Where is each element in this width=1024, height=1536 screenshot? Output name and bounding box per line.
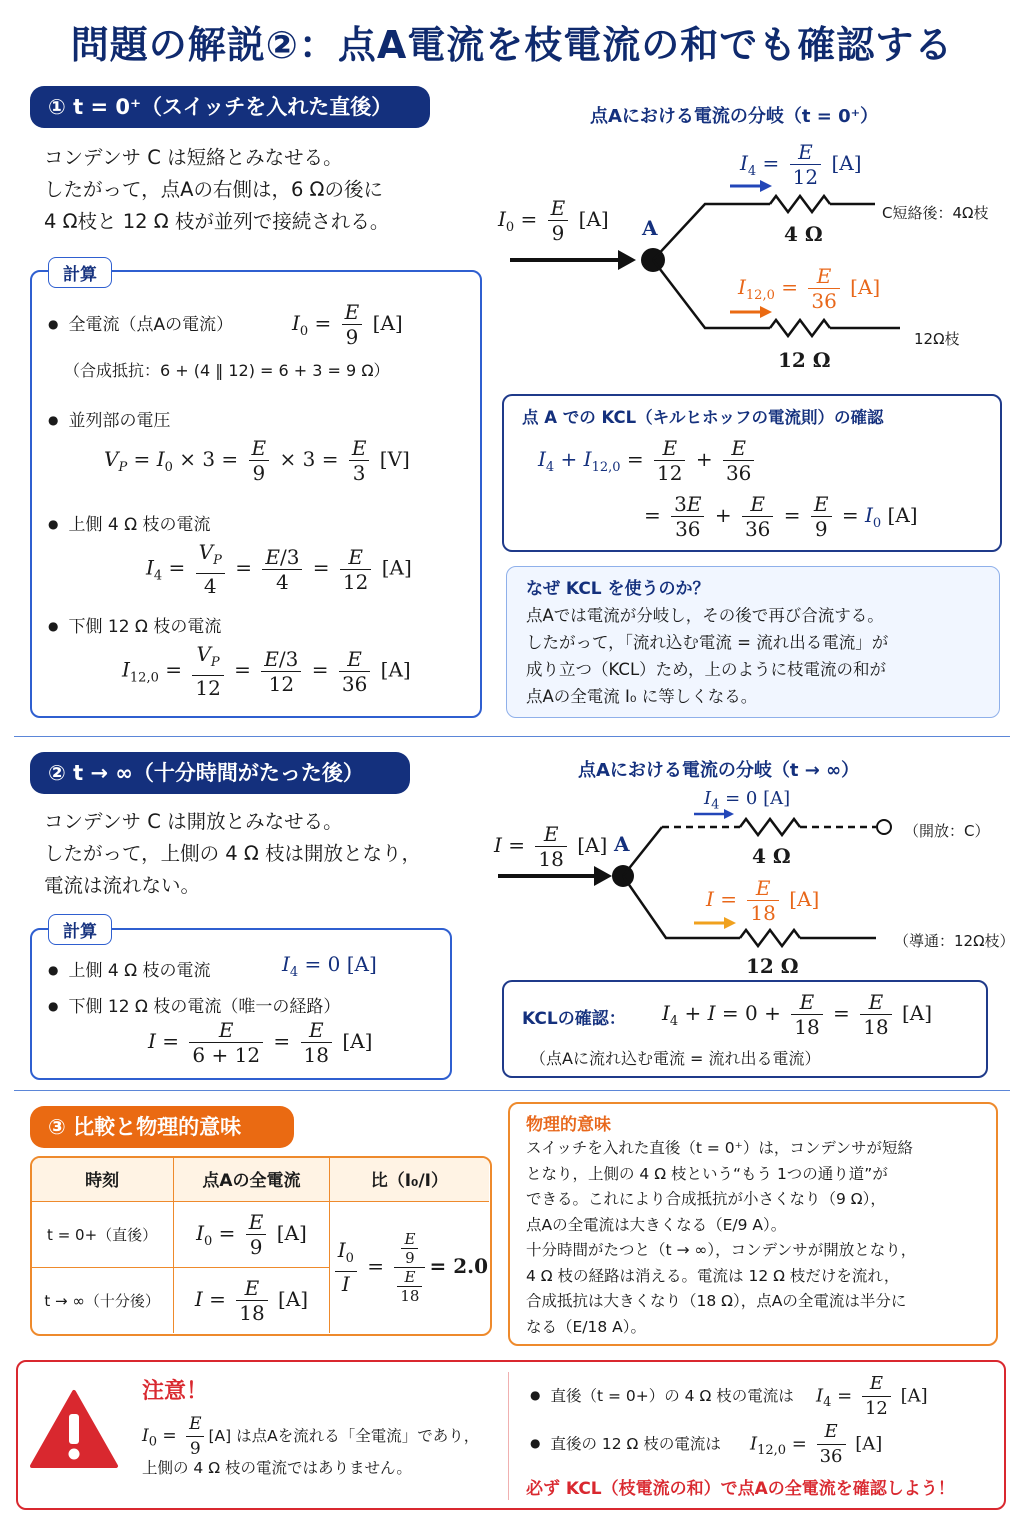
section2-calc-tag: 計算 <box>48 914 112 945</box>
s1-upper-resistor-label: 4 Ω <box>784 222 823 246</box>
section2-pill: ② t → ∞（十分時間がたった後） <box>30 752 410 794</box>
caution-line2: 上側の 4 Ω 枝の電流ではありません。 <box>142 1459 412 1477</box>
s2-diagram-title: 点Aにおける電流の分岐（t → ∞） <box>578 760 860 781</box>
section1-description: コンデンサ C は短絡とみなせる。 したがって，点Aの右側は，6 Ωの後に 4 Ω枝と 12 Ω 枝が並列で接続される。 <box>44 146 390 233</box>
s1-formula-i0: $I_0$ = $\frac{E}{9}$ [A] <box>292 300 403 349</box>
ratio-cell: $\frac{I_0}{I}$ = $\frac{\frac{E}{9}}{\frac{E}{18}}$ = 2.0 <box>329 1201 489 1333</box>
s2-i4-label: $I_4 = 0$ [A] <box>704 788 791 813</box>
s1-upper-branch-note: C短絡後：4Ω枝 <box>882 204 989 222</box>
section1-pill: ① t = 0⁺（スイッチを入れた直後） <box>30 86 430 128</box>
s1-formula-i4: $I_4$ = $\frac{V_P}{4}$ = $\frac{E/3}{4}$ = $\frac{E}{12}$ [A] <box>146 540 412 598</box>
page-title: 問題の解説②：点A電流を枝電流の和でも確認する <box>70 23 954 67</box>
meaning-text: スイッチを入れた直後（t = 0⁺）は，コンデンサが短絡 となり，上側の 4 Ω 枝という“もう 1つの通り道”が できる。これにより合成抵抗が小さくなり（9 Ω）， 点Aの全電流は大きくなる（E/9 A）。 十分時間がたつと（t → ∞），コンデンサが開放となり， 4 Ω 枝の経路は消える。電流は 12 Ω 枝だけを流れ， 合成抵抗は大きくなり（18 Ω），点Aの全電流は半分に なる（E/18 A）。 <box>526 1139 917 1336</box>
caution-divider <box>508 1372 509 1500</box>
s2-kcl-label: KCLの確認： <box>522 1009 626 1029</box>
s2-upper-resistor-label: 4 Ω <box>752 844 791 868</box>
s2-upper-branch-note: （開放：C） <box>904 822 990 840</box>
ratio-value: = 2.0 <box>429 1253 488 1278</box>
caution-formula1: $I_4$ = $\frac{E}{12}$ [A] <box>816 1373 928 1419</box>
s2-kcl-formula: $I_4 + I = 0$ + $\frac{E}{18}$ = $\frac{E}{18}$ [A] <box>662 990 933 1039</box>
caution-formula2: $I_{12,0}$ = $\frac{E}{36}$ [A] <box>750 1421 883 1467</box>
s2-bullet-lower: ● 下側 12 Ω 枝の電流（唯一の経路） <box>48 992 340 1017</box>
caution-bullet1: ● 直後（t = 0+）の 4 Ω 枝の電流は <box>530 1384 794 1406</box>
s2-i-branch-label: I = $\frac{E}{18}$ [A] <box>706 876 820 925</box>
s1-diagram-title: 点Aにおける電流の分岐（t = 0⁺） <box>590 106 879 127</box>
s1-lower-resistor-label: 12 Ω <box>778 348 831 372</box>
caution-line1: $I_0$ = $\frac{E}{9}$ [A] は点Aを流れる「全電流」であり， <box>142 1414 480 1459</box>
s1-i12-label: $I_{12,0}$ = $\frac{E}{36}$ [A] <box>738 264 881 313</box>
caution-final: 必ず KCL（枝電流の和）で点Aの全電流を確認しよう！ <box>526 1479 955 1499</box>
row1-time: t = 0+（直後） <box>31 1201 174 1267</box>
s1-bullet-voltage: ● 並列部の電圧 <box>48 406 170 431</box>
comparison-table <box>30 1156 492 1336</box>
s2-formula-i: I = $\frac{E}{6 + 12}$ = $\frac{E}{18}$ [A] <box>148 1018 373 1067</box>
s2-node-a-label: A <box>614 832 630 856</box>
section3-pill: ③ 比較と物理的意味 <box>30 1106 294 1148</box>
section2-description: コンデンサ C は開放とみなせる。 したがって，上側の 4 Ω 枝は開放となり， 電流は流れない。 <box>44 810 422 897</box>
s1-bullet-upper: ● 上側 4 Ω 枝の電流 <box>48 510 211 535</box>
s1-i0-label: $I_0$ = $\frac{E}{9}$ [A] <box>498 196 609 245</box>
row2-current: I = $\frac{E}{18}$ [A] <box>174 1267 330 1333</box>
s2-lower-branch-note: （導通：12Ω枝） <box>894 932 1015 950</box>
header-current: 点Aの全電流 <box>174 1157 330 1201</box>
s1-why-title: なぜ KCL を使うのか？ <box>526 579 710 599</box>
s2-i-label: I = $\frac{E}{18}$ [A] <box>494 822 608 871</box>
s1-bullet-total: ● 全電流（点Aの電流） <box>48 310 233 335</box>
meaning-title: 物理的意味 <box>526 1115 611 1135</box>
caution-bullet2: ● 直後の 12 Ω 枝の電流は <box>530 1432 721 1454</box>
s2-bullet-upper: ● 上側 4 Ω 枝の電流 <box>48 956 211 981</box>
section-divider-2 <box>14 1090 1010 1091</box>
s1-bullet-lower: ● 下側 12 Ω 枝の電流 <box>48 612 221 637</box>
section-divider-1 <box>14 736 1010 737</box>
s1-kcl-line2: = $\frac{3E}{36}$ + $\frac{E}{36}$ = $\frac{E}{9}$ = $I_0$ [A] <box>644 492 918 541</box>
header-ratio: 比（I₀/I） <box>329 1157 489 1201</box>
s1-node-a-label: A <box>642 216 658 240</box>
header-time: 時刻 <box>31 1157 174 1201</box>
s1-formula-i12: $I_{12,0}$ = $\frac{V_P}{12}$ = $\frac{E/3}{12}$ = $\frac{E}{36}$ [A] <box>122 642 411 700</box>
row2-time: t → ∞（十分後） <box>31 1267 174 1333</box>
warning-icon <box>28 1388 120 1470</box>
s1-lower-branch-note: 12Ω枝 <box>914 330 960 348</box>
s1-kcl-line1: $I_4 + I_{12,0}$ = $\frac{E}{12}$ + $\frac{E}{36}$ <box>538 436 758 485</box>
row1-current: $I_0$ = $\frac{E}{9}$ [A] <box>174 1201 330 1267</box>
s2-kcl-note: （点Aに流れ込む電流 = 流れ出る電流） <box>530 1049 821 1068</box>
s2-formula-i4: $I_4 = 0$ [A] <box>282 952 377 980</box>
section1-calc-tag: 計算 <box>48 257 112 288</box>
s1-resistance-note: （合成抵抗：6 + (4 ‖ 12) = 6 + 3 = 9 Ω） <box>64 361 390 380</box>
s1-i4-label: $I_4$ = $\frac{E}{12}$ [A] <box>740 140 862 189</box>
s1-kcl-title: 点 A での KCL（キルヒホッフの電流則）の確認 <box>522 408 884 427</box>
s1-formula-vp: $V_P = I_0 \times 3$ = $\frac{E}{9}$ × 3 = $\frac{E}{3}$ [V] <box>104 436 410 485</box>
s2-lower-resistor-label: 12 Ω <box>746 954 799 978</box>
s1-why-text: 点Aでは電流が分岐し，その後で再び合流する。 したがって，「流れ込む電流 = 流れ出る電流」が 成り立つ（KCL）ため，上のように枝電流の和が 点Aの全電流 I₀ に等しくなる。 <box>526 606 889 706</box>
caution-title: 注意！ <box>142 1379 209 1404</box>
